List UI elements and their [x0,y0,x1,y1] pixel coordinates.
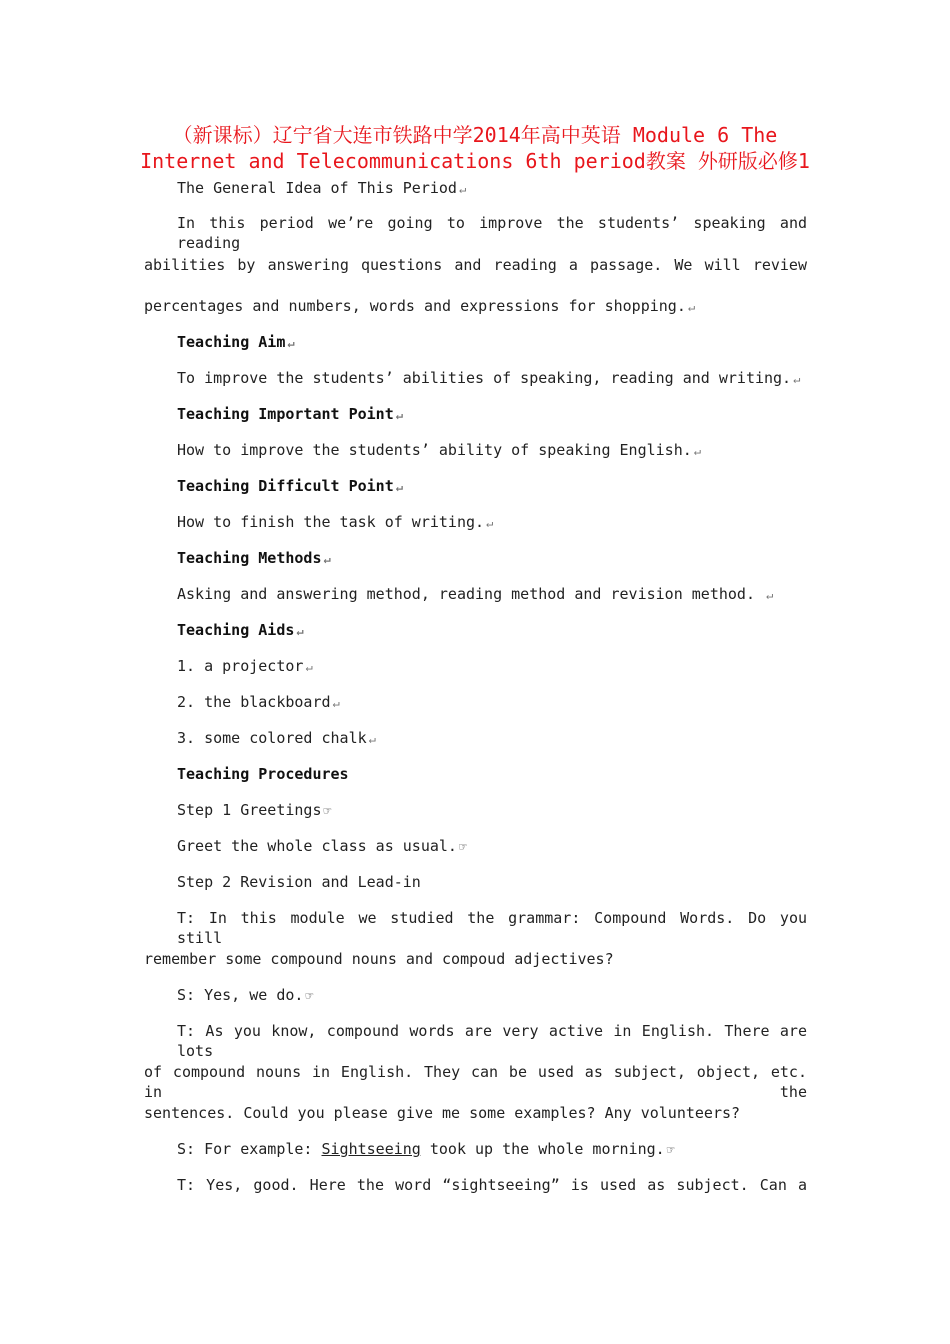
step-1-heading: Step 1 Greetings ☞ [177,801,332,819]
paragraph-mark-icon: ↵ [458,182,467,196]
teaching-aids-heading: Teaching Aids ↵ [177,621,304,639]
teaching-methods-heading: Teaching Methods ↵ [177,549,331,567]
important-point-text: How to improve the students’ ability of speaking English. ↵ [177,441,701,459]
paragraph-mark-icon: ↵ [486,516,494,530]
hand-pointer-icon: ☞ [305,989,314,1004]
hand-pointer-icon: ☞ [458,840,467,855]
step-2-heading: Step 2 Revision and Lead-in [177,873,421,891]
paragraph-mark-icon: ↵ [693,444,701,458]
teacher-line-2c: sentences. Could you please give me some examples? Any volunteers? [144,1104,741,1122]
paragraph-mark-icon: ↵ [687,300,696,314]
title-line-2: Internet and Telecommunications 6th period教案 外研版必修1 [140,149,810,173]
student-line-1: S: Yes, we do. ☞ [177,986,314,1004]
difficult-point-heading: Teaching Difficult Point ↵ [177,477,403,495]
paragraph-mark-icon: ↵ [323,552,331,566]
important-point-heading: Teaching Important Point ↵ [177,405,403,423]
title-line-1: （新课标）辽宁省大连市铁路中学2014年高中英语 Module 6 The [172,123,778,147]
paragraph-mark-icon: ↵ [395,480,403,494]
greet-text: Greet the whole class as usual. ☞ [177,837,467,855]
document-title [120,122,830,174]
teacher-line-3: T: Yes, good. Here the word “sightseeing” is used as subject. Can a [177,1176,807,1194]
difficult-point-text: How to finish the task of writing. ↵ [177,513,494,531]
teaching-aim-heading: Teaching Aim ↵ [177,333,295,351]
paragraph-mark-icon: ↵ [368,732,376,746]
general-idea-text-line-1: In this period we’re going to improve the students’ speaking and reading [177,214,807,252]
paragraph-mark-icon: ↵ [305,660,313,674]
paragraph-mark-icon: ↵ [766,588,774,602]
teacher-line-1a: T: In this module we studied the grammar: Compound Words. Do you still [177,909,807,947]
paragraph-mark-icon: ↵ [332,696,340,710]
hand-pointer-icon: ☞ [323,804,332,819]
teacher-line-1b: remember some compound nouns and compoud adjectives? [144,950,614,968]
hand-pointer-icon: ☞ [666,1143,675,1158]
list-item: 3. some colored chalk ↵ [177,729,376,747]
list-item: 1. a projector ↵ [177,657,313,675]
student-line-2: S: For example: Sightseeing took up the whole morning. ☞ [177,1140,675,1158]
general-idea-text-line-3: percentages and numbers, words and expressions for shopping. ↵ [144,297,696,315]
teacher-line-2a: T: As you know, compound words are very active in English. There are lots [177,1022,807,1060]
paragraph-mark-icon: ↵ [793,372,801,386]
teaching-procedures-heading: Teaching Procedures [177,765,349,783]
paragraph-mark-icon: ↵ [296,624,304,638]
paragraph-mark-icon: ↵ [395,408,403,422]
paragraph-mark-icon: ↵ [287,336,295,350]
underlined-word: Sightseeing [321,1140,421,1158]
general-idea-text-line-2: abilities by answering questions and reading a passage. We will review [144,256,807,274]
list-item: 2. the blackboard ↵ [177,693,340,711]
teacher-line-2b: of compound nouns in English. They can be used as subject, object, etc. in the [144,1063,807,1101]
teaching-aim-text: To improve the students’ abilities of speaking, reading and writing. ↵ [177,369,801,387]
general-idea-heading: The General Idea of This Period ↵ [177,179,467,197]
teaching-methods-text: Asking and answering method, reading method and revision method. ↵ [177,585,774,603]
